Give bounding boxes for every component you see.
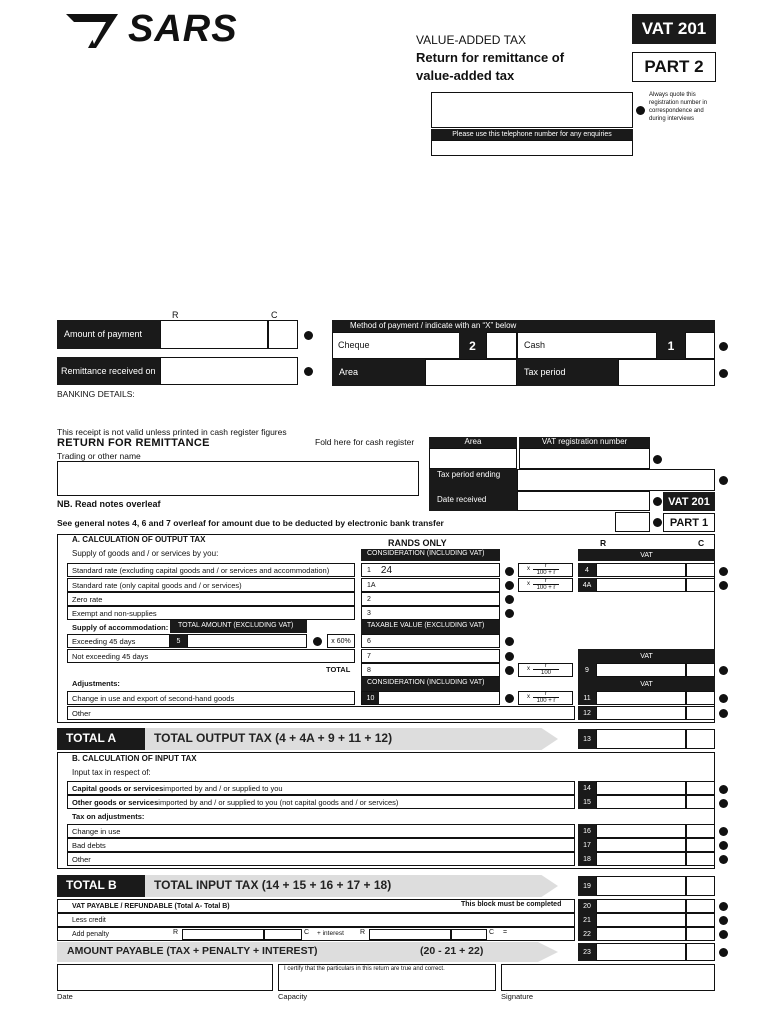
- bullet-icon: [505, 567, 514, 576]
- fraction-x: x: [527, 566, 530, 572]
- r-label: R: [600, 538, 607, 548]
- cash-checkbox[interactable]: [685, 332, 715, 359]
- field-4-number: 4: [578, 563, 596, 577]
- form-title-line1: Return for remittance of: [416, 50, 565, 65]
- fraction-3: [533, 663, 559, 676]
- field-14-rands[interactable]: [596, 781, 686, 795]
- sars-logo-text: SARS: [128, 8, 238, 50]
- field-23-cents[interactable]: [686, 943, 715, 961]
- consideration-header-2: CONSIDERATION (INCLUDING VAT): [361, 677, 500, 691]
- bullet-icon: [505, 652, 514, 661]
- field-4a-number: 4A: [578, 578, 596, 592]
- bullet-icon: [719, 666, 728, 675]
- capital-goods-bold: Capital goods or services: [72, 783, 164, 793]
- field-18-rands[interactable]: [596, 852, 686, 866]
- less-credit-row: Less credit: [57, 913, 575, 927]
- vat-reg-input[interactable]: [519, 448, 650, 469]
- remittance-received-field[interactable]: [160, 357, 298, 385]
- fraction-4: [533, 691, 559, 704]
- penalty-rands-field[interactable]: [182, 929, 264, 940]
- field-23-rands[interactable]: [596, 943, 686, 961]
- vat-header-2: VAT: [578, 649, 715, 663]
- bullet-icon: [719, 709, 728, 718]
- field-5[interactable]: [187, 634, 307, 648]
- bullet-icon: [505, 581, 514, 590]
- bullet-icon: [505, 595, 514, 604]
- consideration-header: CONSIDERATION (INCLUDING VAT): [361, 549, 500, 561]
- fraction-numerator: r: [533, 563, 559, 570]
- equals-label: =: [503, 929, 508, 936]
- bullet-icon: [719, 855, 728, 864]
- change-in-use-row: Change in use and export of second-hand goods: [67, 691, 355, 705]
- fraction-numerator: r: [533, 578, 559, 585]
- vat201-badge: VAT 201: [663, 492, 715, 511]
- penalty-c-label: C: [304, 929, 310, 936]
- field-4a-rands[interactable]: [596, 578, 686, 592]
- fraction-1: [533, 563, 559, 576]
- total-a-label: TOTAL A: [57, 728, 145, 750]
- vat-header-3: VAT: [578, 677, 715, 691]
- zero-rate-row: Zero rate: [67, 592, 355, 606]
- field-21-number: 21: [578, 913, 596, 927]
- bullet-icon: [505, 694, 514, 703]
- field-17-cents[interactable]: [686, 838, 715, 852]
- return-for-remittance-title: RETURN FOR REMITTANCE: [57, 437, 210, 449]
- bullet-icon: [719, 567, 728, 576]
- section-b-title: B. CALCULATION OF INPUT TAX: [72, 754, 197, 763]
- field-16-rands[interactable]: [596, 824, 686, 838]
- vat-reg-header: VAT registration number: [519, 437, 650, 448]
- bullet-icon: [719, 799, 728, 808]
- fraction-x: x: [527, 581, 530, 587]
- bullet-icon: [304, 367, 313, 376]
- bullet-icon: [505, 609, 514, 618]
- field-20-rands[interactable]: [596, 899, 686, 913]
- registration-number-field[interactable]: [431, 92, 633, 128]
- field-13-rands[interactable]: [596, 729, 686, 749]
- field-3[interactable]: [361, 606, 500, 620]
- fraction-2: [533, 578, 559, 591]
- field-6-number: 6: [367, 637, 371, 645]
- field-17-number: 17: [578, 838, 596, 852]
- field-11-rands[interactable]: [596, 691, 686, 705]
- bullet-icon: [719, 902, 728, 911]
- amount-rands-field[interactable]: [160, 320, 268, 349]
- vat-header: VAT: [578, 549, 715, 561]
- amount-cents-field[interactable]: [268, 320, 298, 349]
- interest-rands-field[interactable]: [369, 929, 451, 940]
- field-4a-cents[interactable]: [686, 578, 715, 592]
- field-13-cents[interactable]: [686, 729, 715, 749]
- standard-rate-row: Standard rate (excluding capital goods and / or services and accommodation): [67, 563, 355, 577]
- field-15-cents[interactable]: [686, 795, 715, 809]
- bullet-icon: [653, 455, 662, 464]
- total-a-description: TOTAL OUTPUT TAX (4 + 4A + 9 + 11 + 12): [154, 731, 393, 745]
- sars-logo: [66, 8, 266, 50]
- field-1-number: 1: [367, 566, 371, 574]
- adjustments-label: Adjustments:: [72, 679, 120, 688]
- telephone-field[interactable]: [431, 140, 633, 156]
- form-type: VALUE-ADDED TAX: [416, 33, 527, 47]
- fraction-denominator: 100 + r: [536, 585, 556, 591]
- bullet-icon: [304, 331, 313, 340]
- field-8-number: 8: [367, 666, 371, 674]
- field-19-rands[interactable]: [596, 876, 686, 896]
- field-2-number: 2: [367, 595, 371, 603]
- field-8[interactable]: [361, 663, 500, 677]
- bullet-icon: [505, 637, 514, 646]
- bullet-icon: [719, 930, 728, 939]
- method-of-payment-header: Method of payment / indicate with an “X” below: [332, 320, 715, 332]
- bullet-icon: [719, 369, 728, 378]
- other-goods-row: [67, 795, 575, 809]
- field-20-cents[interactable]: [686, 899, 715, 913]
- total-b-label: TOTAL B: [57, 875, 145, 897]
- tax-period-field[interactable]: [618, 359, 715, 386]
- rands-only-label: RANDS ONLY: [388, 538, 447, 548]
- field-6[interactable]: [361, 634, 500, 648]
- bullet-icon: [636, 106, 645, 115]
- bullet-icon: [653, 518, 662, 527]
- amount-payable-formula: (20 - 21 + 22): [420, 945, 484, 957]
- field-15-number: 15: [578, 795, 596, 809]
- exceeding-45-row: Exceeding 45 days: [67, 634, 170, 648]
- total-b-description: TOTAL INPUT TAX (14 + 15 + 16 + 17 + 18): [154, 878, 392, 892]
- bullet-icon: [719, 694, 728, 703]
- x60-label: x 60%: [327, 634, 355, 648]
- form-code-badge: VAT 201: [632, 14, 716, 44]
- date-field[interactable]: [57, 964, 273, 991]
- phone-note: Please use this telephone number for any enquiries: [431, 129, 633, 140]
- capacity-label: Capacity: [278, 992, 308, 1001]
- tax-period-ending-field[interactable]: [517, 469, 715, 491]
- field-9-cents[interactable]: [686, 663, 715, 677]
- field-1a[interactable]: [361, 578, 500, 592]
- cash-code: 1: [657, 332, 685, 359]
- banking-details-label: BANKING DETAILS:: [57, 389, 135, 399]
- date-received-field[interactable]: [517, 491, 650, 511]
- trading-name-field[interactable]: [57, 461, 419, 496]
- amount-payable-label: AMOUNT PAYABLE (TAX + PENALTY + INTEREST): [67, 945, 318, 957]
- section-a-title: A. CALCULATION OF OUTPUT TAX: [72, 535, 206, 544]
- field-17-rands[interactable]: [596, 838, 686, 852]
- field-22-rands[interactable]: [596, 927, 686, 941]
- fraction-denominator: 100 + r: [536, 698, 556, 704]
- bad-debts-row: Bad debts: [67, 838, 575, 852]
- general-notes: See general notes 4, 6 and 7 overleaf for amount due to be deducted by electronic bank transfer: [57, 518, 444, 528]
- signature-label: Signature: [501, 992, 534, 1001]
- field-16-number: 16: [578, 824, 596, 838]
- capital-goods-row: [67, 781, 575, 795]
- total-label: TOTAL: [326, 665, 351, 674]
- field-3-number: 3: [367, 609, 371, 617]
- plus-interest-label: + interest: [317, 930, 344, 937]
- field-10-number: 10: [362, 692, 379, 704]
- bullet-icon: [719, 785, 728, 794]
- must-complete-note: This block must be completed: [461, 901, 562, 908]
- date-received-label: Date received: [429, 491, 517, 511]
- interest-c-label: C: [489, 929, 495, 936]
- receipt-note: This receipt is not valid unless printed in cash register figures: [57, 427, 287, 437]
- penalty-r-label: R: [173, 929, 179, 936]
- field-9-rands[interactable]: [596, 663, 686, 677]
- field-12-rands[interactable]: [596, 706, 686, 720]
- area-field[interactable]: [425, 359, 517, 386]
- field-22-number: 22: [578, 927, 596, 941]
- penalty-cents-field[interactable]: [264, 929, 302, 940]
- field-10[interactable]: [361, 691, 500, 705]
- bullet-icon: [719, 916, 728, 925]
- other-b-row: Other: [67, 852, 575, 866]
- field-7[interactable]: [361, 649, 500, 663]
- field-20-number: 20: [578, 899, 596, 913]
- field-5-number: 5: [170, 634, 187, 648]
- field-23-number: 23: [578, 943, 596, 961]
- field-19-cents[interactable]: [686, 876, 715, 896]
- area-input[interactable]: [429, 448, 517, 469]
- vat-payable-label: VAT PAYABLE / REFUNDABLE (Total A- Total B): [72, 902, 230, 910]
- bullet-icon: [719, 342, 728, 351]
- total-amount-header: TOTAL AMOUNT (EXCLUDING VAT): [170, 620, 307, 633]
- tax-adjustments-label: Tax on adjustments:: [72, 812, 145, 821]
- quote-note: Always quote this registration number in correspondence and during interviews: [649, 92, 708, 122]
- rands-label: R: [172, 310, 179, 320]
- fraction-numerator: r: [533, 691, 559, 698]
- certify-note: I certify that the particulars in this return are true and correct.: [284, 966, 445, 972]
- taxable-value-header: TAXABLE VALUE (EXCLUDING VAT): [361, 620, 500, 634]
- bullet-icon: [719, 841, 728, 850]
- bullet-icon: [505, 666, 514, 675]
- signature-field[interactable]: [501, 964, 715, 991]
- field-13-number: 13: [578, 729, 596, 749]
- field-7-number: 7: [367, 652, 371, 660]
- field-11-cents[interactable]: [686, 691, 715, 705]
- tax-period-label: Tax period: [517, 359, 618, 386]
- exempt-row: Exempt and non-supplies: [67, 606, 355, 620]
- supply-label: Supply of goods and / or services by you:: [72, 549, 219, 558]
- field-22-cents[interactable]: [686, 927, 715, 941]
- bullet-icon: [719, 948, 728, 957]
- field-4-cents[interactable]: [686, 563, 715, 577]
- part1-badge: PART 1: [663, 513, 715, 532]
- input-tax-label: Input tax in respect of:: [72, 768, 151, 777]
- bullet-icon: [719, 827, 728, 836]
- fraction-numerator: r: [533, 663, 559, 670]
- trading-name-label: Trading or other name: [57, 451, 141, 461]
- fraction-denominator: 100 + r: [536, 570, 556, 576]
- fold-note: Fold here for cash register: [315, 437, 415, 447]
- field-12-number: 12: [578, 706, 596, 720]
- bullet-icon: [653, 497, 662, 506]
- field-18-cents[interactable]: [686, 852, 715, 866]
- field-1-value: 24: [380, 564, 393, 576]
- area-header: Area: [429, 437, 517, 448]
- capital-goods-rest: imported by and / or supplied to you: [163, 783, 283, 793]
- other-goods-rest: imported by and / or supplied to you (not capital goods and / or services): [158, 797, 399, 807]
- receipt-box[interactable]: [615, 512, 650, 532]
- field-16-cents[interactable]: [686, 824, 715, 838]
- bullet-icon: [719, 476, 728, 485]
- fraction-x: x: [527, 666, 530, 672]
- field-19-number: 19: [578, 876, 596, 896]
- bullet-icon: [313, 637, 322, 646]
- field-9-number: 9: [578, 663, 596, 677]
- field-12-cents[interactable]: [686, 706, 715, 720]
- area-label: Area: [332, 359, 425, 386]
- add-penalty-row: Add penalty: [57, 927, 575, 941]
- field-1a-number: 1A: [367, 581, 376, 589]
- change-in-use-b-row: Change in use: [67, 824, 575, 838]
- interest-r-label: R: [360, 929, 366, 936]
- nb-note: NB. Read notes overleaf: [57, 499, 161, 509]
- date-label: Date: [57, 992, 73, 1001]
- field-4-rands[interactable]: [596, 563, 686, 577]
- field-1[interactable]: [361, 563, 500, 577]
- not-exceeding-45-row: Not exceeding 45 days: [67, 649, 355, 663]
- field-18-number: 18: [578, 852, 596, 866]
- field-14-number: 14: [578, 781, 596, 795]
- form-title-line2: value-added tax: [416, 68, 515, 83]
- c-label: C: [698, 538, 705, 548]
- accommodation-label: Supply of accommodation:: [72, 623, 169, 632]
- cheque-checkbox[interactable]: [486, 332, 517, 359]
- fraction-denominator: 100: [540, 670, 551, 676]
- field-14-cents[interactable]: [686, 781, 715, 795]
- cash-label: Cash: [524, 340, 546, 350]
- other-goods-bold: Other goods or services: [72, 797, 159, 807]
- field-11-number: 11: [578, 691, 596, 705]
- bullet-icon: [719, 581, 728, 590]
- interest-cents-field[interactable]: [451, 929, 487, 940]
- field-15-rands[interactable]: [596, 795, 686, 809]
- field-21-rands[interactable]: [596, 913, 686, 927]
- fraction-x: x: [527, 694, 530, 700]
- cents-label: C: [271, 310, 278, 320]
- amount-of-payment-label: Amount of payment: [57, 320, 160, 349]
- other-row: Other: [67, 706, 575, 720]
- remittance-received-label: Remittance received on: [57, 357, 160, 385]
- field-2[interactable]: [361, 592, 500, 606]
- cheque-code: 2: [459, 332, 486, 359]
- field-21-cents[interactable]: [686, 913, 715, 927]
- cheque-label: Cheque: [338, 340, 370, 350]
- tax-period-ending-label: Tax period ending: [429, 469, 517, 491]
- standard-rate-capital-row: Standard rate (only capital goods and / or services): [67, 578, 355, 592]
- part-badge: PART 2: [632, 52, 716, 82]
